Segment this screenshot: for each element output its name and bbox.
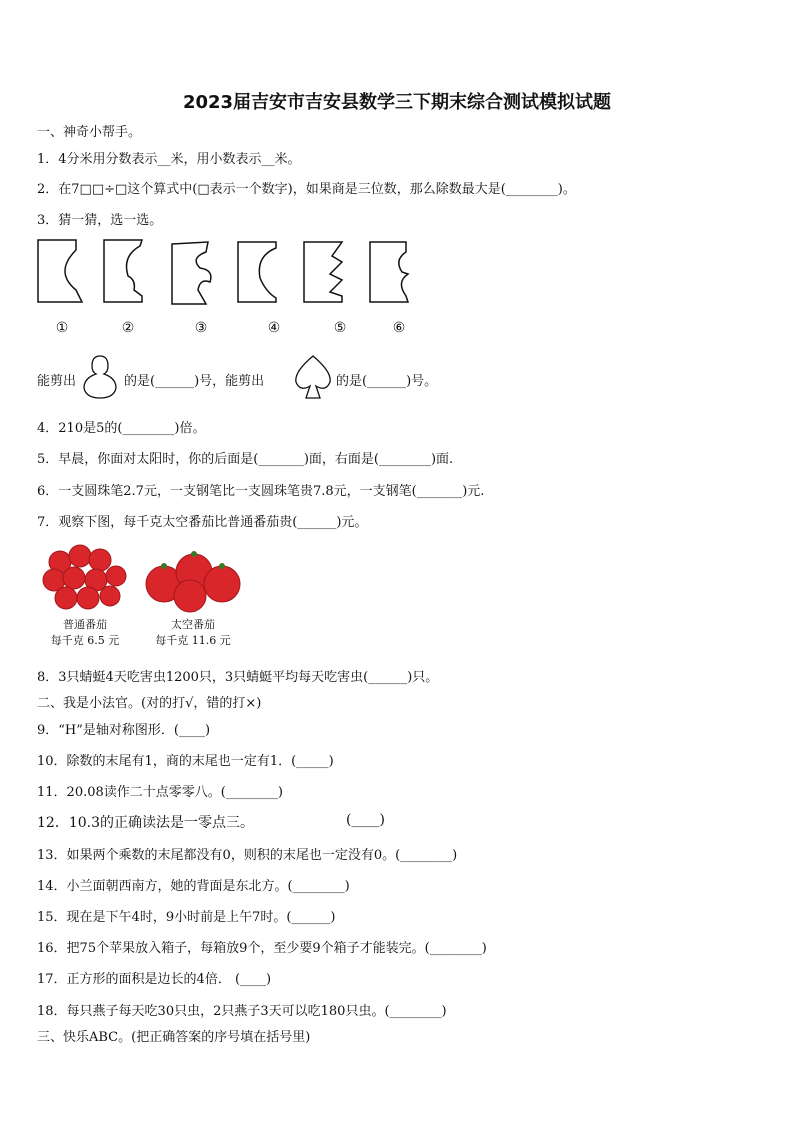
question-15: 15．现在是下午4时，9小时前是上午7时。(______) [37, 910, 336, 925]
folded-shape-4 [236, 238, 284, 304]
shape-number-1: ① [55, 320, 69, 336]
question-9: 9．“H”是轴对称图形．(____) [37, 723, 211, 738]
space-tomato-price: 每千克 11.6 元 [155, 634, 231, 647]
question-7: 7．观察下图，每千克太空番茄比普通番茄贵(______)元。 [37, 515, 368, 530]
question-3-answer-c: 的是(______)号。 [336, 374, 438, 389]
shape-number-5: ⑤ [333, 320, 347, 336]
shape-number-3: ③ [194, 320, 208, 336]
question-12-blank: (____) [346, 812, 385, 828]
folded-shape-2 [102, 238, 150, 304]
space-tomato-label: 太空番茄 [171, 618, 215, 631]
folded-shape-5 [302, 238, 350, 304]
question-8: 8．3只蜻蜓4天吃害虫1200只，3只蜻蜓平均每天吃害虫(______)只。 [37, 670, 439, 685]
question-4: 4．210是5的(________)倍。 [37, 421, 206, 436]
shape-number-2: ② [121, 320, 135, 336]
page-title: 2023届吉安市吉安县数学三下期末综合测试模拟试题 [182, 92, 612, 113]
question-12: 12．10.3的正确读法是一零点三。 [37, 815, 254, 831]
shape-number-6: ⑥ [392, 320, 406, 336]
regular-tomato-price: 每千克 6.5 元 [50, 634, 120, 647]
question-3-answer-b: 的是(______)号，能剪出 [124, 374, 265, 389]
question-14: 14．小兰面朝西南方，她的背面是东北方。(________) [37, 879, 350, 894]
question-6: 6．一支圆珠笔2.7元，一支钢笔比一支圆珠笔贵7.8元，一支钢笔(_______)元. [37, 484, 485, 499]
regular-tomatoes-image [40, 542, 140, 614]
space-tomatoes-image [142, 542, 246, 614]
shape-number-4: ④ [267, 320, 281, 336]
tomato-illustration [36, 540, 256, 650]
folded-shape-6 [368, 238, 416, 304]
folded-paper-shapes [36, 238, 416, 348]
question-16: 16．把75个苹果放入箱子，每箱放9个，至少要9个箱子才能装完。(________) [37, 941, 487, 956]
question-3-answer-a: 能剪出 [37, 374, 77, 389]
question-3: 3．猜一猜，选一选。 [37, 213, 163, 228]
folded-shape-1 [36, 238, 84, 304]
question-5: 5．早晨，你面对太阳时，你的后面是(_______)面，右面是(________)面. [37, 452, 454, 467]
regular-tomato-label: 普通番茄 [63, 618, 107, 631]
gourd-shape-icon [80, 352, 120, 400]
question-2: 2．在7□□÷□这个算式中(□表示一个数字)，如果商是三位数，那么除数最大是(________)。 [37, 182, 576, 197]
question-10: 10．除数的末尾有1，商的末尾也一定有1．(_____) [37, 754, 334, 769]
question-13: 13．如果两个乘数的末尾都没有0，则积的末尾也一定没有0。(________) [37, 848, 458, 863]
section-heading-1: 一、神奇小帮手。 [37, 125, 142, 140]
section-heading-2: 二、我是小法官。(对的打√，错的打×) [37, 696, 262, 711]
folded-shape-3 [170, 238, 218, 308]
section-heading-3: 三、快乐ABC。(把正确答案的序号填在括号里) [37, 1030, 311, 1045]
question-1: 1．4分米用分数表示__米，用小数表示__米。 [37, 152, 301, 167]
question-18: 18．每只燕子每天吃30只虫，2只燕子3天可以吃180只虫。(________) [37, 1004, 447, 1019]
spade-shape-icon [290, 352, 336, 402]
question-17: 17．正方形的面积是边长的4倍． (____) [37, 972, 272, 987]
question-11: 11．20.08读作二十点零零八。(________) [37, 785, 283, 800]
